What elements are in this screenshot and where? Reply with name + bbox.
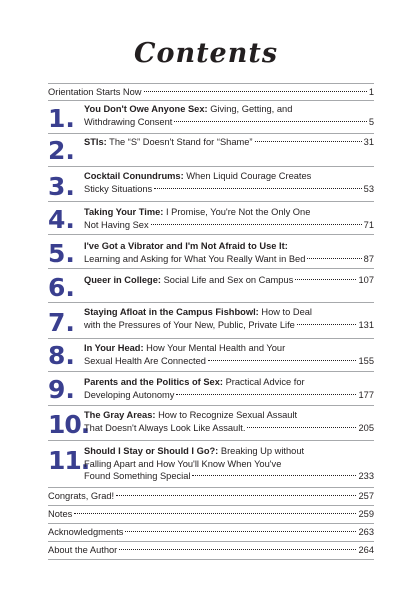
- page-number: 259: [358, 509, 374, 519]
- chapter-number: 1.: [48, 104, 75, 133]
- divider: [48, 268, 374, 269]
- chapter-title: Cocktail Conundrums:: [84, 171, 184, 181]
- page-number: 155: [358, 355, 374, 366]
- chapter-number: 9.: [48, 375, 75, 404]
- divider: [48, 166, 374, 167]
- chapter-subtitle-line2: Sticky Situations: [84, 183, 153, 194]
- chapter-number: 3.: [48, 172, 75, 201]
- chapter-title: I've Got a Vibrator and I'm Not Afraid to Use It:: [84, 241, 288, 251]
- page-number: 233: [358, 471, 374, 481]
- entry-title: Orientation Starts Now: [48, 87, 142, 97]
- chapter-subtitle: I Promise, You're Not the Only One: [163, 207, 311, 217]
- dot-leader: [144, 91, 367, 92]
- divider: [48, 100, 374, 101]
- toc-entry-acknowledgments[interactable]: [48, 526, 374, 539]
- chapter-subtitle-line2: with the Pressures of Your New, Public, Private Life: [84, 319, 295, 330]
- toc-entry-about-author[interactable]: [48, 544, 374, 557]
- dot-leader: [307, 258, 361, 259]
- chapter-number: 2.: [48, 136, 75, 165]
- dot-leader: [119, 549, 356, 550]
- chapter-subtitle-line2: Learning and Asking for What You Really Want in Bed: [84, 253, 306, 264]
- page-number: 71: [363, 219, 374, 230]
- divider: [48, 440, 374, 441]
- divider: [48, 133, 374, 134]
- entry-title: Congrats, Grad!: [48, 491, 115, 501]
- dot-leader: [174, 121, 366, 122]
- dot-leader: [295, 279, 356, 280]
- page-number: 53: [363, 183, 374, 194]
- dot-leader: [192, 475, 356, 476]
- entry-title: Notes: [48, 509, 73, 519]
- page-number: 205: [358, 422, 374, 433]
- chapter-title: Staying Afloat in the Campus Fishbowl:: [84, 307, 259, 317]
- toc-entry-congrats[interactable]: [48, 490, 374, 503]
- chapter-title: STIs:: [84, 137, 107, 147]
- chapter-number: 10.: [48, 410, 90, 439]
- chapter-number: 8.: [48, 341, 75, 370]
- page-number: 1: [368, 87, 374, 97]
- chapter-title: Queer in College:: [84, 275, 161, 285]
- chapter-subtitle: How to Deal: [258, 307, 312, 317]
- entry-title: About the Author: [48, 545, 118, 555]
- chapter-subtitle-line2: Sexual Health Are Connected: [84, 355, 206, 366]
- page-number: 263: [358, 527, 374, 537]
- dot-leader: [176, 394, 356, 395]
- chapter-number: 4.: [48, 205, 75, 234]
- top-rule: [48, 83, 374, 84]
- dot-leader: [116, 495, 356, 496]
- toc-entry-notes[interactable]: [48, 508, 374, 521]
- divider: [48, 523, 374, 524]
- chapter-subtitle: Breaking Up without: [218, 446, 305, 456]
- chapter-subtitle-line2: Falling Apart and How You'll Know When You've: [84, 458, 282, 469]
- chapter-subtitle: How to Recognize Sexual Assault: [155, 410, 298, 420]
- contents-title: Contents: [133, 38, 279, 69]
- chapter-subtitle-line2: Withdrawing Consent: [84, 116, 173, 127]
- entry-title: Acknowledgments: [48, 527, 124, 537]
- divider: [48, 371, 374, 372]
- chapter-title: You Don't Owe Anyone Sex:: [84, 104, 208, 114]
- page-number: 131: [358, 319, 374, 330]
- page-number: 5: [368, 116, 374, 127]
- chapter-subtitle: How Your Mental Health and Your: [143, 343, 286, 353]
- page-number: 177: [358, 389, 374, 400]
- toc-entry-front[interactable]: [48, 86, 374, 99]
- chapter-subtitle: Giving, Getting, and: [207, 104, 293, 114]
- divider: [48, 541, 374, 542]
- chapter-number: 5.: [48, 239, 75, 268]
- chapter-title: The Gray Areas:: [84, 410, 156, 420]
- dot-leader: [208, 360, 357, 361]
- chapter-title: In Your Head:: [84, 343, 144, 353]
- chapter-subtitle-line3: Found Something Special: [84, 471, 191, 481]
- page-number: 87: [363, 253, 374, 264]
- chapter-subtitle: Practical Advice for: [222, 377, 305, 387]
- page-number: 31: [363, 137, 374, 147]
- chapter-number: 11.: [48, 446, 90, 475]
- divider: [48, 234, 374, 235]
- dot-leader: [151, 224, 362, 225]
- dot-leader: [247, 427, 356, 428]
- divider: [48, 338, 374, 339]
- chapter-subtitle-line2: Not Having Sex: [84, 219, 149, 230]
- dot-leader: [297, 324, 357, 325]
- divider: [48, 487, 374, 488]
- chapter-subtitle: Social Life and Sex on Campus: [160, 275, 294, 285]
- chapter-subtitle-line2: That Doesn't Always Look Like Assault.: [84, 422, 246, 433]
- chapter-subtitle: The “S” Doesn't Stand for “Shame”: [106, 137, 253, 147]
- page-number: 257: [358, 491, 374, 501]
- divider: [48, 201, 374, 202]
- page-number: 107: [358, 275, 374, 285]
- chapter-subtitle: When Liquid Courage Creates: [183, 171, 312, 181]
- bottom-rule: [48, 559, 374, 560]
- chapter-title: Should I Stay or Should I Go?:: [84, 446, 219, 456]
- page-number: 264: [358, 545, 374, 555]
- dot-leader: [255, 141, 362, 142]
- divider: [48, 302, 374, 303]
- dot-leader: [74, 513, 356, 514]
- chapter-title: Parents and the Politics of Sex:: [84, 377, 223, 387]
- chapter-number: 7.: [48, 308, 75, 337]
- chapter-subtitle-line2: Developing Autonomy: [84, 389, 175, 400]
- dot-leader: [125, 531, 356, 532]
- divider: [48, 505, 374, 506]
- chapter-number: 6.: [48, 273, 75, 302]
- chapter-title: Taking Your Time:: [84, 207, 164, 217]
- divider: [48, 405, 374, 406]
- dot-leader: [154, 188, 361, 189]
